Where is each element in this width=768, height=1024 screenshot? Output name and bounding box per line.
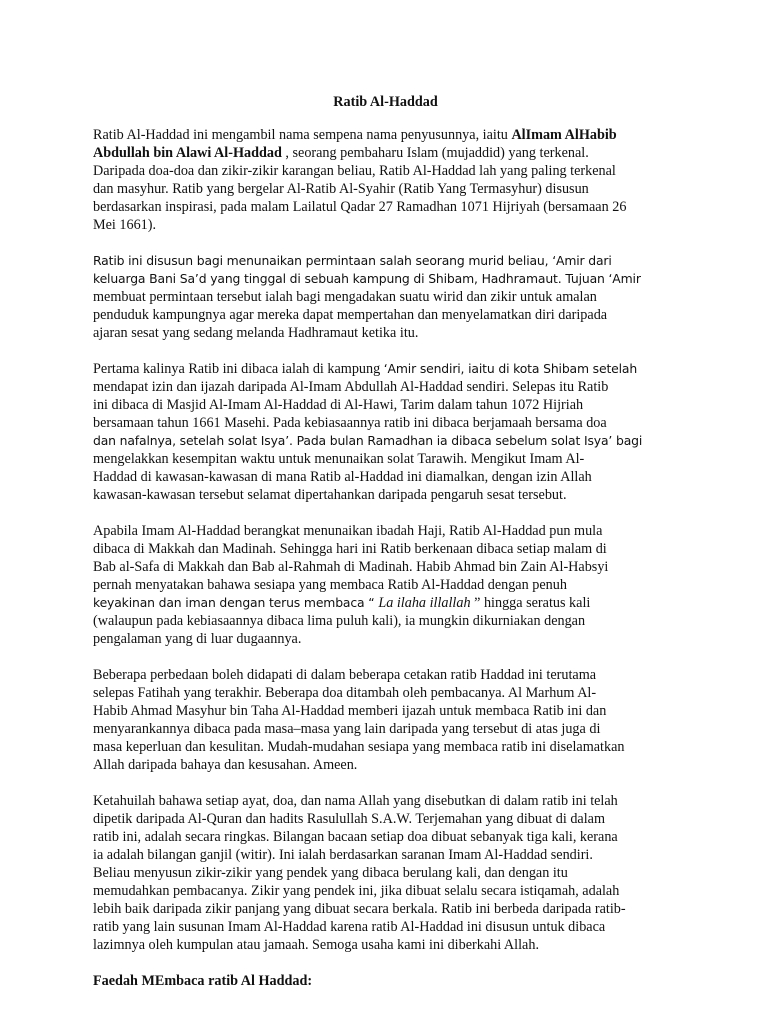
text-run: , seorang pembaharu Islam (mujaddid) yang terkenal. bbox=[281, 145, 589, 161]
italic-phrase: La ilaha illallah bbox=[378, 595, 471, 611]
text-line: ini dibaca di Masjid Al-Imam Al-Haddad di Al-Hawi, Tarim dalam tahun 1072 Hijriah bbox=[93, 397, 584, 413]
text-line: ajaran sesat yang sedang melanda Hadhramaut ketika itu. bbox=[93, 325, 419, 341]
text-line: keluarga Bani Sa’d yang tinggal di sebuah kampung di Shibam, Hadhramaut. Tujuan ‘Amir bbox=[93, 271, 641, 286]
text-line bbox=[93, 594, 678, 612]
text-line: Apabila Imam Al-Haddad berangkat menunaikan ibadah Haji, Ratib Al-Haddad pun mula bbox=[93, 523, 603, 539]
text-line: Mei 1661). bbox=[93, 217, 157, 233]
text-line: memudahkan pembacanya. Zikir yang pendek ini, jika dibuat selalu secara istiqamah, adalah bbox=[93, 883, 620, 899]
text-line: Haddad di kawasan-kawasan di mana Ratib al-Haddad ini diamalkan, dengan izin Allah bbox=[93, 469, 592, 485]
document-page bbox=[93, 93, 678, 990]
text-line: ratib yang lain susunan Imam Al-Haddad karena ratib Al-Haddad ini disusun untuk dibaca bbox=[93, 919, 606, 935]
paragraph-first-reading bbox=[93, 360, 678, 504]
text-line: pengalaman yang di luar dugaannya. bbox=[93, 631, 302, 647]
text-line: menyarankannya dibaca pada masa–masa yang lain daripada yang tersebut di atas juga di bbox=[93, 721, 601, 737]
text-line: dibaca di Makkah dan Madinah. Sehingga hari ini Ratib berkenaan dibaca setiap malam di bbox=[93, 541, 607, 557]
paragraph-introduction bbox=[93, 126, 678, 234]
paragraph-sources bbox=[93, 792, 678, 954]
text-run: ‘Amir sendiri, iaitu di kota Shibam setelah bbox=[383, 361, 638, 376]
text-line: penduduk kampungnya agar mereka dapat mempertahan dan menyelamatkan diri daripada bbox=[93, 307, 608, 323]
author-name-bold: Abdullah bin Alawi Al-Haddad bbox=[93, 145, 282, 161]
document-title: Ratib Al-Haddad bbox=[333, 94, 438, 110]
text-line: membuat permintaan tersebut ialah bagi mengadakan suatu wirid dan zikir untuk amalan bbox=[93, 289, 597, 305]
text-line: lebih baik daripada zikir panjang yang dibuat secara berkala. Ratib ini berbeda daripada ratib- bbox=[93, 901, 626, 917]
text-line: dan masyhur. Ratib yang bergelar Al-Ratib Al-Syahir (Ratib Yang Termasyhur) disusun bbox=[93, 181, 589, 197]
text-line: kawasan-kawasan tersebut selamat dipertahankan daripada pengaruh sesat tersebut. bbox=[93, 487, 567, 503]
paragraph-hajj bbox=[93, 522, 678, 648]
text-line: pernah menyatakan bahawa sesiapa yang membaca Ratib Al-Haddad dengan penuh bbox=[93, 577, 567, 593]
text-line: berdasarkan inspirasi, pada malam Lailatul Qadar 27 Ramadhan 1071 Hijriyah (bersamaan 26 bbox=[93, 199, 627, 215]
text-line: (walaupun pada kebiasaannya dibaca lima puluh kali), ia mungkin dikurniakan dengan bbox=[93, 613, 586, 629]
text-line: Bab al-Safa di Makkah dan Bab al-Rahmah di Madinah. Habib Ahmad bin Zain Al-Habsyi bbox=[93, 559, 609, 575]
text-line: selepas Fatihah yang terakhir. Beberapa doa ditambah oleh pembacanya. Al Marhum Al- bbox=[93, 685, 597, 701]
text-line: ia adalah bilangan ganjil (witir). Ini ialah berdasarkan saranan Imam Al-Haddad sendiri. bbox=[93, 847, 593, 863]
text-line: Daripada doa-doa dan zikir-zikir karangan beliau, Ratib Al-Haddad lah yang paling terkenal bbox=[93, 163, 616, 179]
text-line: lazimnya oleh kumpulan atau jamaah. Semoga usaha kami ini diberkahi Allah. bbox=[93, 937, 539, 953]
text-line bbox=[93, 144, 678, 162]
text-line: Beberapa perbedaan boleh didapati di dalam beberapa cetakan ratib Haddad ini terutama bbox=[93, 667, 597, 683]
text-run: keyakinan dan iman dengan terus membaca “ bbox=[93, 595, 379, 610]
author-name-bold: AlImam AlHabib bbox=[511, 127, 617, 143]
text-line: mengelakkan kesempitan waktu untuk menunaikan solat Tarawih. Mengikut Imam Al- bbox=[93, 451, 585, 467]
text-line: bersamaan tahun 1661 Masehi. Pada kebiasaannya ratib ini dibaca berjamaah bersama doa bbox=[93, 415, 607, 431]
paragraph-origin bbox=[93, 252, 678, 342]
text-line: dipetik daripada Al-Quran dan hadits Rasulullah S.A.W. Terjemahan yang dibuat di dalam bbox=[93, 811, 606, 827]
text-run: ” hingga seratus kali bbox=[470, 595, 591, 611]
text-line: mendapat izin dan ijazah daripada Al-Imam Abdullah Al-Haddad sendiri. Selepas itu Ratib bbox=[93, 379, 609, 395]
text-line: ratib ini, adalah secara ringkas. Bilangan bacaan setiap doa dibuat sebanyak tiga kali, kerana bbox=[93, 829, 618, 845]
text-line: Habib Ahmad Masyhur bin Taha Al-Haddad memberi ijazah untuk membaca Ratib ini dan bbox=[93, 703, 607, 719]
text-line: Beliau menyusun zikir-zikir yang pendek yang dibaca berulang kali, dan dengan itu bbox=[93, 865, 568, 881]
section-heading-benefits: Faedah MEmbaca ratib Al Haddad: bbox=[93, 973, 313, 989]
text-line: Ketahuilah bahawa setiap ayat, doa, dan nama Allah yang disebutkan di dalam ratib ini telah bbox=[93, 793, 618, 809]
text-line: Allah daripada bahaya dan kesusahan. Ameen. bbox=[93, 757, 358, 773]
paragraph-variations bbox=[93, 666, 678, 774]
text-line: Ratib ini disusun bagi menunaikan permintaan salah seorang murid beliau, ‘Amir dari bbox=[93, 253, 612, 268]
text-run: Ratib Al-Haddad ini mengambil nama sempena nama penyusunnya, iaitu bbox=[93, 127, 512, 143]
text-line bbox=[93, 126, 678, 144]
text-line: dan nafalnya, setelah solat Isya’. Pada bulan Ramadhan ia dibaca sebelum solat Isya’ bagi bbox=[93, 433, 643, 448]
text-line: masa keperluan dan kesulitan. Mudah-mudahan sesiapa yang membaca ratib ini diselamatkan bbox=[93, 739, 625, 755]
text-line bbox=[93, 360, 678, 378]
text-run: Pertama kalinya Ratib ini dibaca ialah di kampung bbox=[93, 361, 384, 377]
